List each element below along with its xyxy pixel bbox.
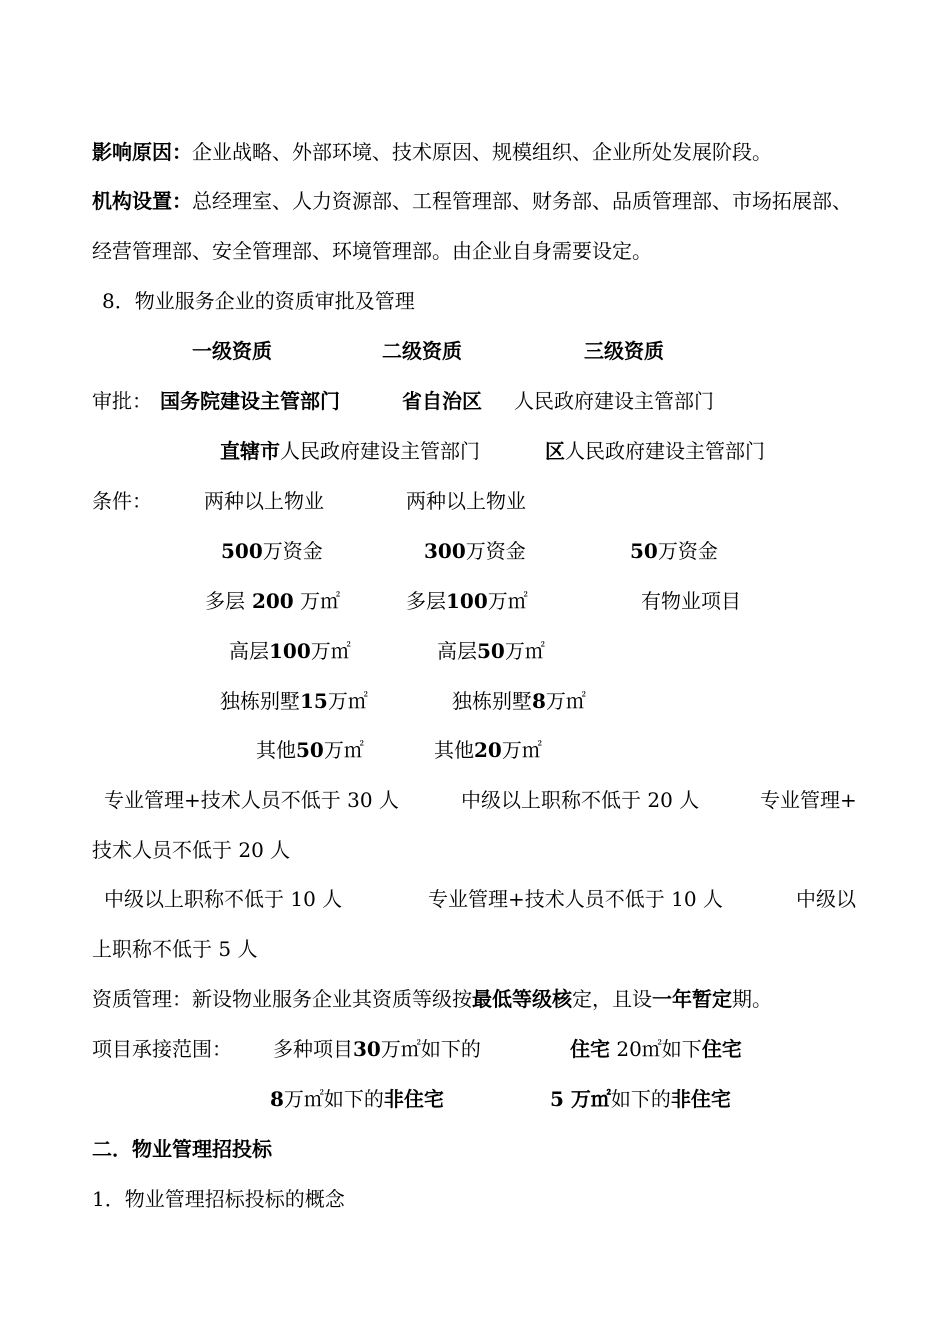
number: 50	[630, 539, 658, 563]
approval-state-council: 国务院建设主管部门	[160, 389, 340, 413]
text: 资质管理：新设物业服务企业其资质等级按	[92, 987, 472, 1011]
fund-1	[221, 538, 323, 564]
text: 多种项目	[273, 1037, 353, 1061]
has-property-project: 有物业项目	[641, 589, 741, 613]
label: 区	[545, 439, 565, 463]
scope-non-residential-2	[550, 1086, 731, 1112]
highrise-2	[437, 638, 545, 664]
staff-requirement-3: 专业管理+	[760, 788, 857, 812]
fund-3	[630, 538, 718, 564]
text: 多层	[406, 589, 446, 613]
scope-residential	[570, 1036, 742, 1062]
staff-requirement-4: 中级以上职称不低于 10 人	[104, 887, 343, 911]
multistory-1	[205, 588, 340, 614]
number: 500	[221, 539, 263, 563]
unit: 万㎡	[300, 589, 341, 613]
text: 万㎡如下的	[380, 1037, 481, 1061]
villa-1	[220, 688, 368, 714]
highrise-1	[229, 638, 351, 664]
number: 200	[245, 589, 294, 613]
number: 8	[532, 689, 546, 713]
scope-non-residential-1	[270, 1086, 444, 1112]
label: 直辖市	[220, 439, 280, 463]
text: 万㎡如下的	[283, 1087, 384, 1111]
influence-factors-line	[92, 139, 772, 165]
staff-requirement-2: 中级以上职称不低于 20 人	[461, 788, 700, 812]
text: 人民政府建设主管部门	[565, 439, 765, 463]
number: 100	[269, 639, 311, 663]
approval-label: 审批：	[92, 389, 152, 413]
grade-1: 一级资质	[192, 339, 272, 363]
emphasis: 住宅	[701, 1037, 742, 1061]
number: 8	[270, 1087, 284, 1111]
text: 万资金	[262, 539, 323, 563]
text: 其他	[256, 738, 296, 762]
emphasis: 住宅	[570, 1037, 610, 1061]
cond-property-types-1: 两种以上物业	[204, 489, 324, 513]
text: 高层	[229, 639, 269, 663]
number: 20	[474, 738, 502, 762]
staff-requirement-1: 专业管理+技术人员不低于 30 人	[104, 788, 399, 812]
staff-requirement-5: 专业管理+技术人员不低于 10 人	[428, 887, 723, 911]
unit: 万㎡	[501, 738, 542, 762]
emphasis: 一年暂定	[652, 987, 732, 1011]
number: 100	[446, 589, 488, 613]
number: 300	[424, 539, 466, 563]
multistory-2	[406, 588, 528, 614]
section-2-heading: 二．物业管理招投标	[92, 1137, 272, 1161]
text: 万资金	[465, 539, 526, 563]
text: 总经理室、人力资源部、工程管理部、财务部、品质管理部、市场拓展部、	[192, 189, 852, 213]
emphasis: 最低等级核	[472, 987, 572, 1011]
grade-3: 三级资质	[584, 339, 664, 363]
grade-2: 二级资质	[382, 339, 462, 363]
conditions-label: 条件：	[92, 489, 152, 513]
text: 其他	[434, 738, 474, 762]
number: 15	[300, 689, 328, 713]
org-setup-line	[92, 188, 852, 214]
unit: 万㎡	[327, 689, 368, 713]
text: 如下的	[610, 1087, 671, 1111]
scope-multi-project	[273, 1036, 481, 1062]
unit: 万㎡	[504, 639, 545, 663]
text: 万资金	[657, 539, 718, 563]
approval-province: 省自治区	[402, 389, 482, 413]
unit: 万㎡	[487, 589, 528, 613]
approval-province-gov: 人民政府建设主管部门	[514, 389, 714, 413]
org-setup-continued: 经营管理部、安全管理部、环境管理部。由企业自身需要设定。	[92, 239, 652, 263]
approval-district	[545, 438, 765, 464]
text: 独栋别墅	[220, 689, 300, 713]
text: 定，且设	[572, 987, 652, 1011]
scope-label: 项目承接范围：	[92, 1037, 232, 1061]
staff-requirement-6-continued: 上职称不低于 5 人	[92, 937, 258, 961]
villa-2	[452, 688, 586, 714]
staff-requirement-6: 中级以	[796, 887, 856, 911]
qualification-management	[92, 986, 772, 1012]
fund-2	[424, 538, 526, 564]
number: 50	[296, 738, 324, 762]
unit: 万㎡	[310, 639, 351, 663]
text: 独栋别墅	[452, 689, 532, 713]
text: 高层	[437, 639, 477, 663]
emphasis: 非住宅	[670, 1087, 731, 1111]
number: 50	[477, 639, 505, 663]
number: 30	[353, 1037, 381, 1061]
text: 企业战略、外部环境、技术原因、规模组织、企业所处发展阶段。	[192, 140, 772, 164]
approval-municipality	[220, 438, 480, 464]
cond-property-types-2: 两种以上物业	[406, 489, 526, 513]
emphasis: 非住宅	[383, 1087, 444, 1111]
staff-requirement-3-continued: 技术人员不低于 20 人	[92, 838, 291, 862]
label: 机构设置：	[92, 189, 192, 213]
label: 影响原因：	[92, 140, 192, 164]
text: 期。	[732, 987, 772, 1011]
other-1	[256, 737, 364, 763]
section-2-1-heading: 1．物业管理招标投标的概念	[92, 1187, 345, 1211]
unit: 万㎡	[323, 738, 364, 762]
text: 人民政府建设主管部门	[280, 439, 480, 463]
unit: 万㎡	[545, 689, 586, 713]
other-2	[434, 737, 542, 763]
number: 5 万㎡	[550, 1087, 611, 1111]
section-8-heading: 8．物业服务企业的资质审批及管理	[102, 289, 415, 313]
text: 20㎡如下	[610, 1037, 702, 1061]
text: 多层	[205, 589, 245, 613]
